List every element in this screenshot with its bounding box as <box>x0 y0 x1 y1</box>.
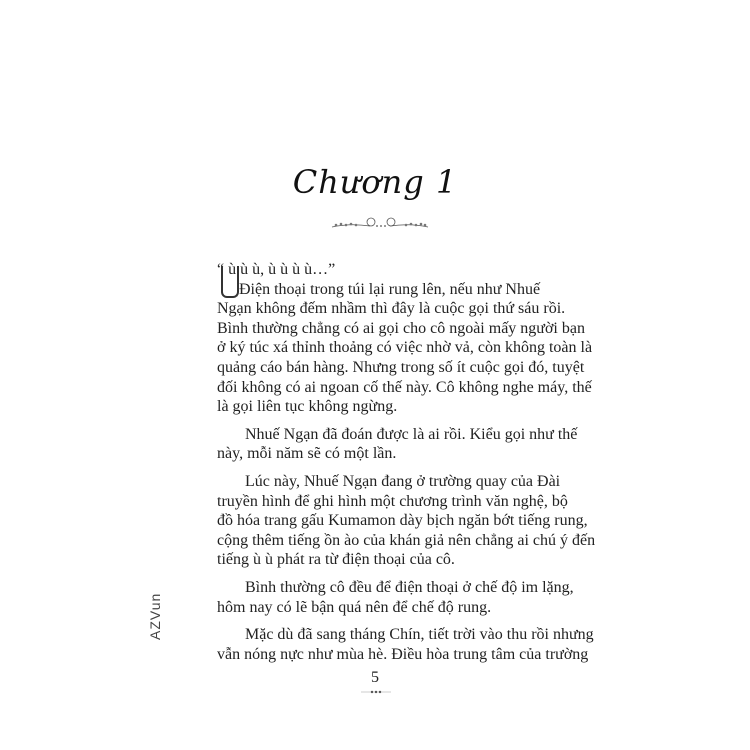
text-line: “ ù ù ù, ù ù ù ù…” <box>217 261 336 278</box>
text-line: là gọi liên tục không ngừng. <box>217 398 398 416</box>
text-line: quảng cáo bán hàng. Nhưng trong số ít cuộc gọi đó, tuyệt <box>217 358 585 376</box>
paragraph <box>217 260 593 417</box>
text-line: tiếng ù ù phát ra từ điện thoại của cô. <box>217 551 455 569</box>
paragraph <box>217 425 578 464</box>
text-line: Lúc này, Nhuế Ngạn đang ở trường quay của Đài <box>245 472 561 490</box>
text-line: Mặc dù đã sang tháng Chín, tiết trời vào thu rồi nhưng <box>245 626 594 644</box>
text-line: đồ hóa trang gấu Kumamon dày bịch ngăn bớt tiếng rung, <box>217 512 588 530</box>
text-line: truyền hình để ghi hình một chương trình văn nghệ, bộ <box>217 492 568 510</box>
text-line: này, mỗi năm sẽ có một lần. <box>217 445 397 463</box>
paragraph <box>217 472 596 570</box>
text-line: Ngạn không đếm nhầm thì đây là cuộc gọi thứ sáu rồi. <box>217 300 566 318</box>
text-line: hôm nay có lẽ bận quá nên để chế độ rung. <box>217 598 492 616</box>
publisher-logo: AZVun <box>147 592 163 640</box>
text-line: ở ký túc xá thỉnh thoảng có việc nhờ vả, còn không toàn là <box>217 339 593 357</box>
text-line: cộng thêm tiếng ồn ào của khán giả nên chẳng ai chú ý đến <box>217 531 596 549</box>
paragraph <box>217 625 594 664</box>
drop-cap-u <box>221 266 239 298</box>
chapter-body <box>217 260 596 664</box>
text-line: Bình thường cô đều để điện thoại ở chế độ im lặng, <box>245 578 574 596</box>
floral-ornament-icon <box>330 213 430 235</box>
text-line: Điện thoại trong túi lại rung lên, nếu như Nhuế <box>239 280 541 298</box>
paragraph <box>217 578 574 617</box>
chapter-title: Chương 1 <box>292 163 458 201</box>
text-line: Bình thường chẳng có ai gọi cho cô ngoài mấy người bạn <box>217 319 585 337</box>
text-line: Nhuế Ngạn đã đoán được là ai rồi. Kiểu gọi như thế <box>245 425 578 443</box>
page-number: 5 <box>371 669 379 686</box>
text-line: đối không có ai ngoan cố thế này. Cô không nghe máy, thế <box>217 378 592 396</box>
text-line: vẫn nóng nực như mùa hè. Điều hòa trung tâm của trường <box>217 645 589 663</box>
page-number-ornament-icon <box>361 689 391 695</box>
